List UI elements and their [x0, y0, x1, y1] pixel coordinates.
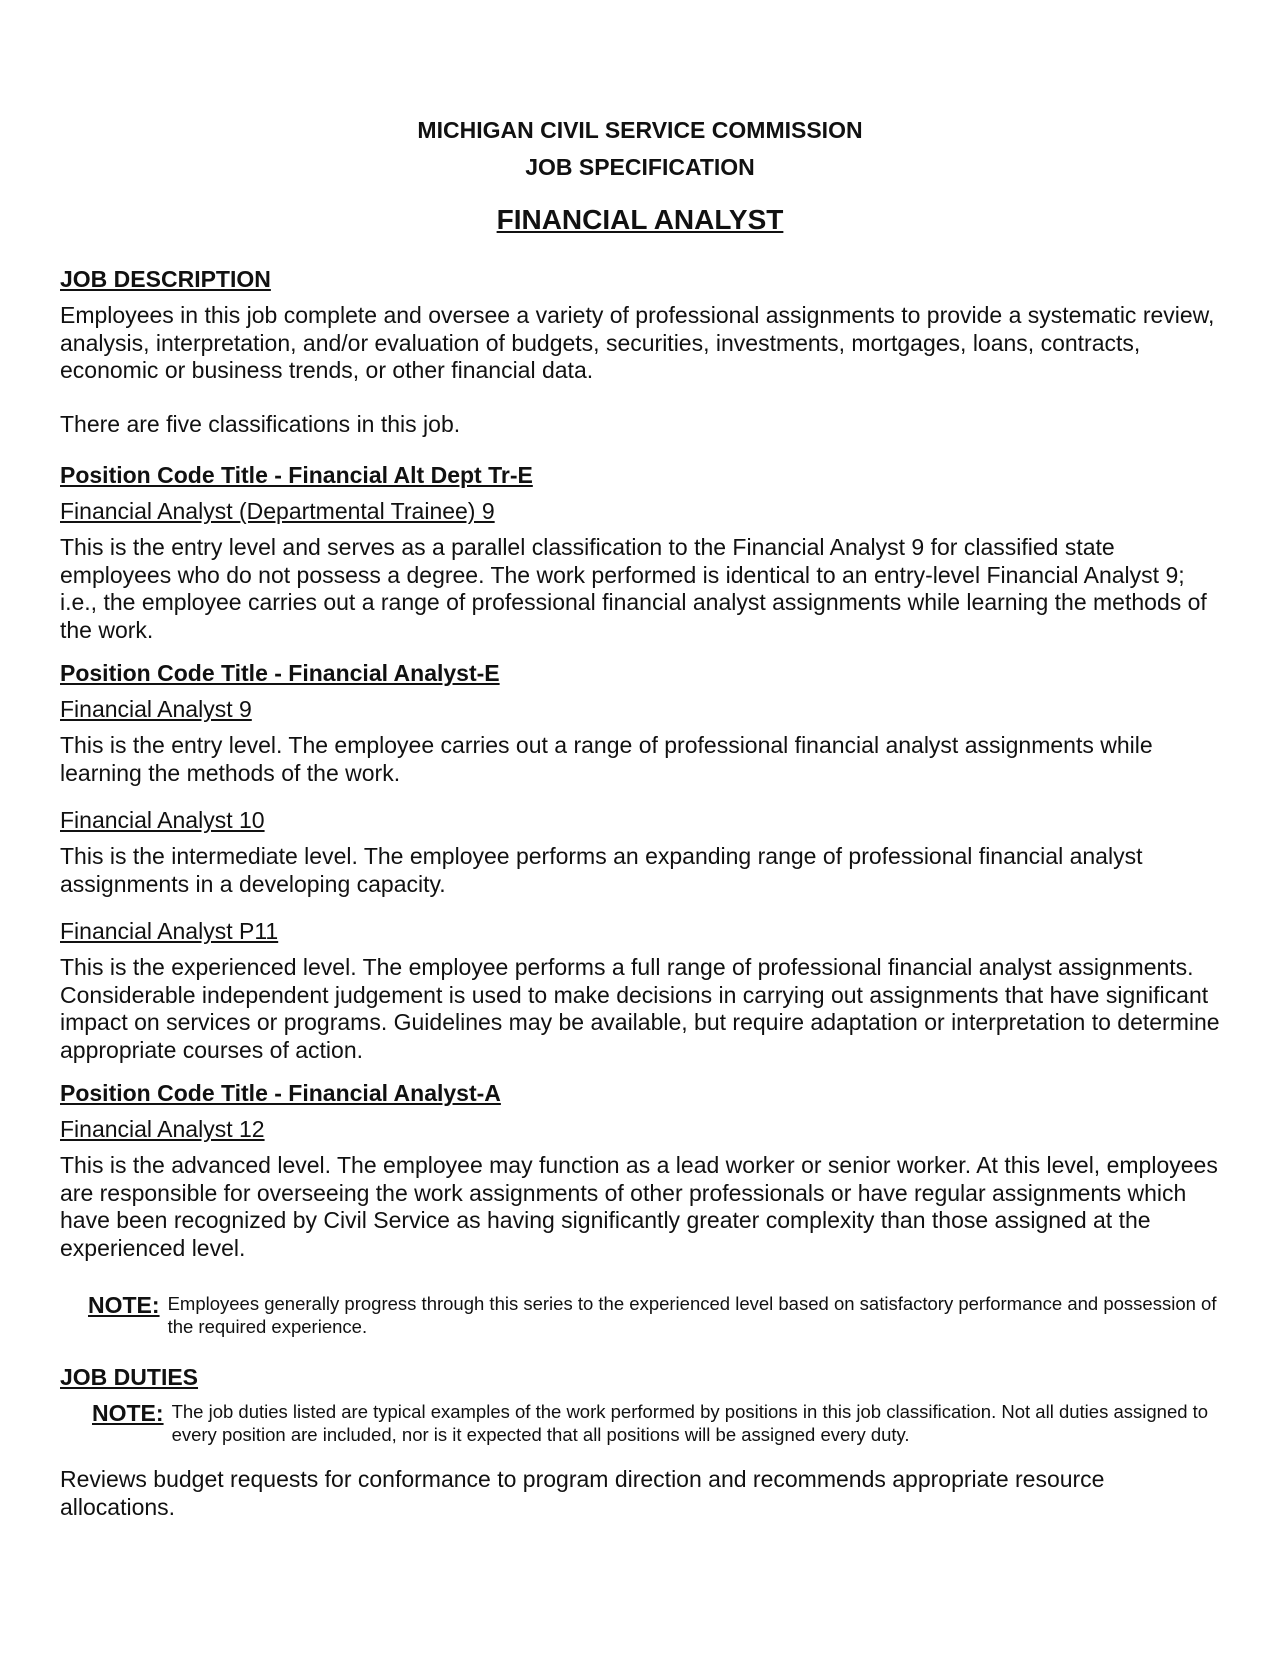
job-duties-heading: JOB DUTIES — [60, 1364, 199, 1390]
progression-note — [88, 1292, 1220, 1338]
job-title: FINANCIAL ANALYST — [496, 204, 784, 235]
classification-description: This is the intermediate level. The employee performs an expanding range of professional financial analyst assignments in a developing capacity. — [60, 843, 1143, 897]
job-duty-item: Reviews budget requests for conformance to program direction and recommends appropriate resource allocations. — [60, 1466, 1105, 1520]
job-description-heading: JOB DESCRIPTION — [60, 266, 271, 292]
position-code-title: Position Code Title - Financial Analyst-E — [60, 660, 500, 686]
note-label: NOTE: — [88, 1292, 160, 1318]
classification-name: Financial Analyst P11 — [60, 918, 279, 944]
position-code-title: Position Code Title - Financial Analyst-A — [60, 1080, 501, 1106]
commission-name: MICHIGAN CIVIL SERVICE COMMISSION — [417, 117, 863, 143]
note-label: NOTE: — [92, 1400, 164, 1426]
note-text: The job duties listed are typical examples of the work performed by positions in this job classification. Not all duties assigned to every position are included, nor is it expected that all positions will be assigned every duty. — [171, 1401, 1209, 1445]
classification-description: This is the experienced level. The employee performs a full range of professional financial analyst assignments. Considerable independent judgement is used to make decisions in carrying out assignments that have significant impact on services or programs. Guidelines may be available, but require adaptation or interpretation to determine appropriate courses of action. — [60, 954, 1220, 1063]
note-text: Employees generally progress through this series to the experienced level based on satisfactory performance and possession of the required experience. — [167, 1293, 1217, 1337]
document-type: JOB SPECIFICATION — [525, 154, 755, 180]
classification-count-text: There are five classifications in this job. — [60, 410, 461, 437]
classification-name: Financial Analyst (Departmental Trainee) 9 — [60, 498, 495, 524]
classification-description: This is the entry level and serves as a parallel classification to the Financial Analyst 9 for classified state employees who do not possess a degree. The work performed is identical to an entry-level Financial Analyst 9; i.e., the employee carries out a range of professional financial analyst assignments while learning the methods of the work. — [60, 534, 1207, 643]
classification-description: This is the advanced level. The employee may function as a lead worker or senior worker. At this level, employees are responsible for overseeing the work assignments of other professionals or have regular assignments which have been recognized by Civil Service as having significantly greater complexity than those assigned at the experienced level. — [60, 1152, 1218, 1261]
classification-name: Financial Analyst 10 — [60, 807, 265, 833]
classification-name: Financial Analyst 12 — [60, 1116, 265, 1142]
position-code-title: Position Code Title - Financial Alt Dept Tr-E — [60, 462, 533, 488]
job-specification-page — [60, 112, 1220, 1521]
job-duties-note — [92, 1400, 1220, 1446]
job-description-text: Employees in this job complete and oversee a variety of professional assignments to provide a systematic review, analysis, interpretation, and/or evaluation of budgets, securities, investments, mortgages, loans, contracts, economic or business trends, or other financial data. — [60, 302, 1215, 383]
classification-name: Financial Analyst 9 — [60, 696, 252, 722]
classification-description: This is the entry level. The employee carries out a range of professional financial analyst assignments while learning the methods of the work. — [60, 732, 1153, 786]
